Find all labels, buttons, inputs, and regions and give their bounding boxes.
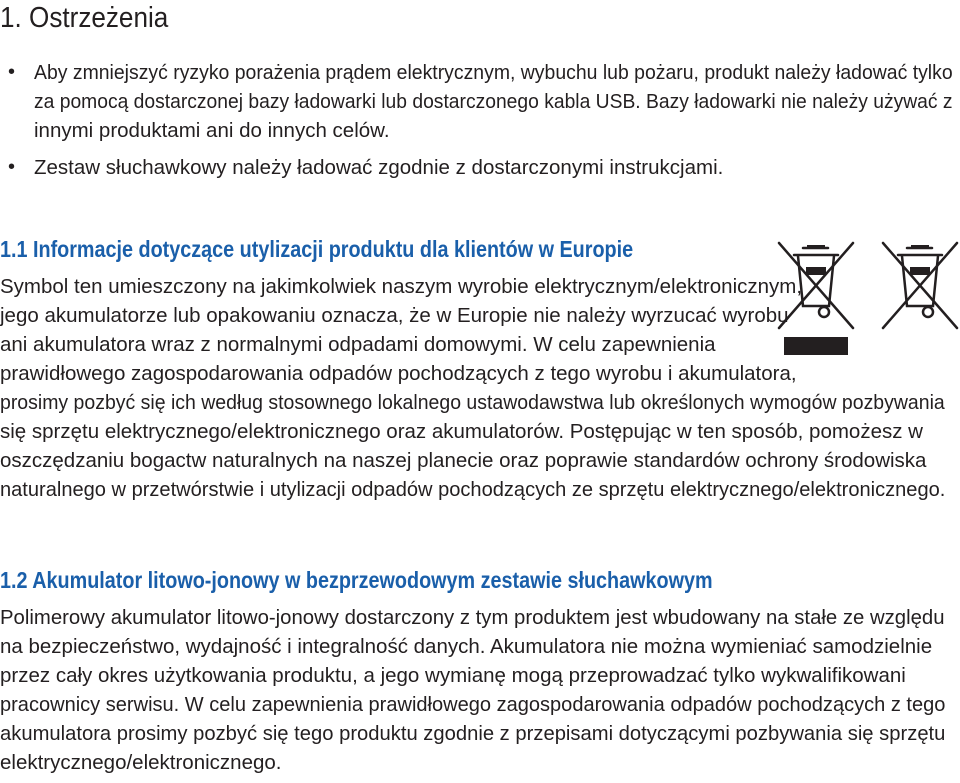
text-line: Polimerowy akumulator litowo-jonowy dostarczony z tym produktem jest wbudowany na stałe ze względu: [0, 606, 945, 629]
text-line: akumulatora prosimy pozbyć się tego produktu zgodnie z przepisami dotyczącymi pozbywania się sprzętu: [0, 722, 946, 745]
text-line: ani akumulatora wraz z normalnymi odpadami domowymi. W celu zapewnienia: [0, 333, 716, 356]
section-body-battery: [0, 603, 945, 777]
section-heading-battery: 1.2 Akumulator litowo-jonowy w bezprzewodowym zestawie słuchawkowym: [0, 567, 713, 593]
weee-crossed-bin-icon: [880, 240, 960, 332]
text-line: innymi produktami ani do innych celów.: [34, 119, 390, 142]
weee-separator-bar: [784, 337, 848, 355]
bullet-icon: •: [8, 61, 16, 83]
text-line: pracownicy serwisu. W celu zapewnienia prawidłowego zagospodarowania odpadów pochodzących z tego: [0, 693, 946, 716]
text-line: za pomocą dostarczonej bazy ładowarki lub dostarczonego kabla USB. Bazy ładowarki nie należy używać z: [34, 90, 953, 113]
bullet-icon: •: [8, 156, 16, 178]
list-item: [8, 58, 953, 145]
text-line: oszczędzaniu bogactw naturalnych na naszej planecie oraz poprawie standardów ochrony środowiska: [0, 449, 927, 472]
text-line: przez cały okres użytkowania produktu, a jego wymianę mogą przeprowadzać tylko wykwalifikowani: [0, 664, 906, 687]
text-line: się sprzętu elektrycznego/elektronicznego oraz akumulatorów. Postępując w ten sposób, pomożesz w: [0, 420, 923, 443]
text-line: prawidłowego zagospodarowania odpadów pochodzących z tego wyrobu i akumulatora,: [0, 362, 797, 385]
text-line: prosimy pozbyć się ich według stosownego lokalnego ustawodawstwa lub określonych wymogów pozbywania: [0, 391, 945, 414]
text-line: naturalnego w przetwórstwie i utylizacji odpadów pochodzących ze sprzętu elektrycznego/elektronicznego.: [0, 478, 946, 501]
page-title: 1. Ostrzeżenia: [0, 2, 169, 34]
text-line: Symbol ten umieszczony na jakimkolwiek naszym wyrobie elektrycznym/elektronicznym,: [0, 275, 803, 298]
list-item: [8, 153, 948, 182]
warning-list: [8, 58, 953, 182]
text-line: na bezpieczeństwo, wydajność i integralność danych. Akumulatora nie można wymieniać samodzielnie: [0, 635, 933, 658]
section-heading-disposal: 1.1 Informacje dotyczące utylizacji produktu dla klientów w Europie: [0, 236, 634, 262]
text-line: jego akumulatorze lub opakowaniu oznacza, że w Europie nie należy wyrzucać wyrobu: [0, 304, 789, 327]
weee-crossed-bin-icon: [776, 240, 856, 332]
text-line: elektrycznego/elektronicznego.: [0, 751, 282, 774]
text-line: Aby zmniejszyć ryzyko porażenia prądem elektrycznym, wybuchu lub pożaru, produkt należy ładować tylko: [34, 61, 953, 84]
text-line: Zestaw słuchawkowy należy ładować zgodnie z dostarczonymi instrukcjami.: [34, 156, 724, 179]
